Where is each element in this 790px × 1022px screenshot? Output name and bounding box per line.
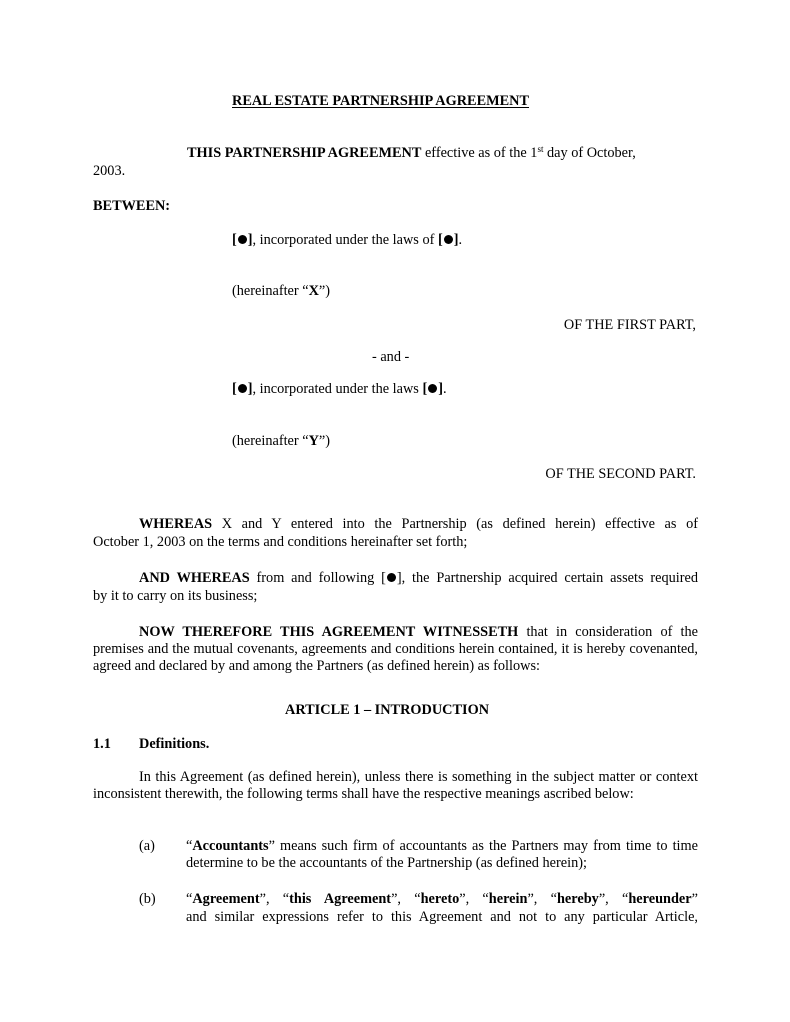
party-y-part: OF THE SECOND PART. (545, 466, 696, 482)
whereas-line-1 (139, 516, 698, 533)
hereinafter-post: ”) (318, 283, 331, 299)
bullet-placeholder-icon (444, 235, 453, 244)
quote-open: “ (186, 838, 193, 854)
now-therefore-bold: NOW THEREFORE THIS AGREEMENT WITNESSETH (139, 624, 519, 640)
bullet-placeholder-icon (387, 573, 396, 582)
and-whereas-text-2: ], the Partnership acquired certain assets required (396, 570, 698, 586)
section-title: Definitions. (139, 736, 210, 752)
bullet-placeholder-icon (238, 384, 247, 393)
term-herein: herein (488, 891, 528, 907)
and-whereas-line-2: by it to carry on its business; (93, 588, 258, 604)
party-x-part: OF THE FIRST PART, (563, 317, 696, 333)
party-x-text: , incorporated under the laws of (252, 232, 438, 248)
intro-bold: THIS PARTNERSHIP AGREEMENT (187, 145, 422, 161)
term-hereby: hereby (556, 891, 599, 907)
now-therefore-paragraph (93, 624, 698, 675)
party-y-hereinafter (232, 433, 330, 450)
hereinafter-pre: (hereinafter “ (232, 433, 309, 449)
term-agreement: Agreement (192, 891, 260, 907)
whereas-line-2: October 1, 2003 on the terms and conditions hereinafter set forth; (93, 534, 468, 550)
party-x-bracket-close-2: ] (453, 232, 459, 248)
section-number: 1.1 (93, 736, 111, 752)
term-this-agreement: this Agreement (289, 891, 392, 907)
document-title: REAL ESTATE PARTNERSHIP AGREEMENT (232, 93, 530, 109)
article-heading: ARTICLE 1 – INTRODUCTION (285, 702, 490, 718)
bullet-placeholder-icon (238, 235, 247, 244)
party-y-bracket-open: [ (232, 381, 237, 397)
party-x-bracket-open-2: [ (437, 232, 443, 248)
party-x-hereinafter (232, 283, 330, 300)
party-x-short: X (308, 283, 319, 299)
whereas-text: X and Y entered into the Partnership (as defined herein) effective as of (212, 516, 698, 532)
and-whereas-bold: AND WHEREAS (139, 570, 250, 586)
party-x-period: . (458, 232, 463, 248)
hereinafter-post: ”) (318, 433, 331, 449)
hereinafter-pre: (hereinafter “ (232, 283, 309, 299)
party-y-bracket-close-2: ] (438, 381, 443, 397)
between-label: BETWEEN: (93, 198, 171, 214)
intro-line-1 (187, 145, 636, 162)
party-x-bracket-close: ] (247, 232, 253, 248)
party-x-bracket-open: [ (232, 232, 237, 248)
and-whereas-text-1: from and following [ (249, 570, 386, 586)
party-y-text: , incorporated under the laws (252, 381, 423, 397)
term-accountants: Accountants (192, 838, 269, 854)
term-hereto: hereto (420, 891, 460, 907)
quote-close: ” (268, 838, 275, 854)
party-y-bracket-open-2: [ (422, 381, 428, 397)
intro-text-2: day of October, (543, 145, 636, 161)
party-y-short: Y (308, 433, 319, 449)
party-y-period: . (442, 381, 447, 397)
intro-line-2: 2003. (93, 163, 126, 179)
intro-text: effective as of the 1 (421, 145, 538, 161)
now-therefore-text: that in consideration of the premises and the mutual covenants, agreements and conditions herein contained, it is hereby covenanted, agreed and declared by and among the Partners (as defined herein) as follows: (93, 624, 699, 674)
item-a-label: (a) (139, 838, 155, 854)
and-separator: - and - (372, 349, 410, 365)
item-a-text (186, 838, 698, 872)
bullet-placeholder-icon (428, 384, 437, 393)
item-a-definition: means such firm of accountants as the Partners may from time to time determine to be the accountants of the Partnership (as defined herein); (186, 838, 698, 871)
item-b-line-2: and similar expressions refer to this Agreement and not to any particular Article, (186, 909, 698, 925)
and-whereas-line-1 (139, 570, 698, 587)
party-y-bracket-close: ] (247, 381, 253, 397)
item-b-label: (b) (139, 891, 156, 907)
party-y-line (232, 381, 447, 398)
whereas-bold: WHEREAS (139, 516, 213, 532)
term-hereunder: hereunder (628, 891, 692, 907)
definitions-intro: In this Agreement (as defined herein), unless there is something in the subject matter or context inconsistent therewith, the following terms shall have the respective meanings ascribed below: (93, 769, 698, 802)
intro-sup: st (537, 144, 544, 154)
party-x-line (232, 232, 462, 249)
item-b-line-1: “Agreement”, “this Agreement”, “hereto”, “herein”, “hereby”, “hereunder” (186, 891, 698, 907)
